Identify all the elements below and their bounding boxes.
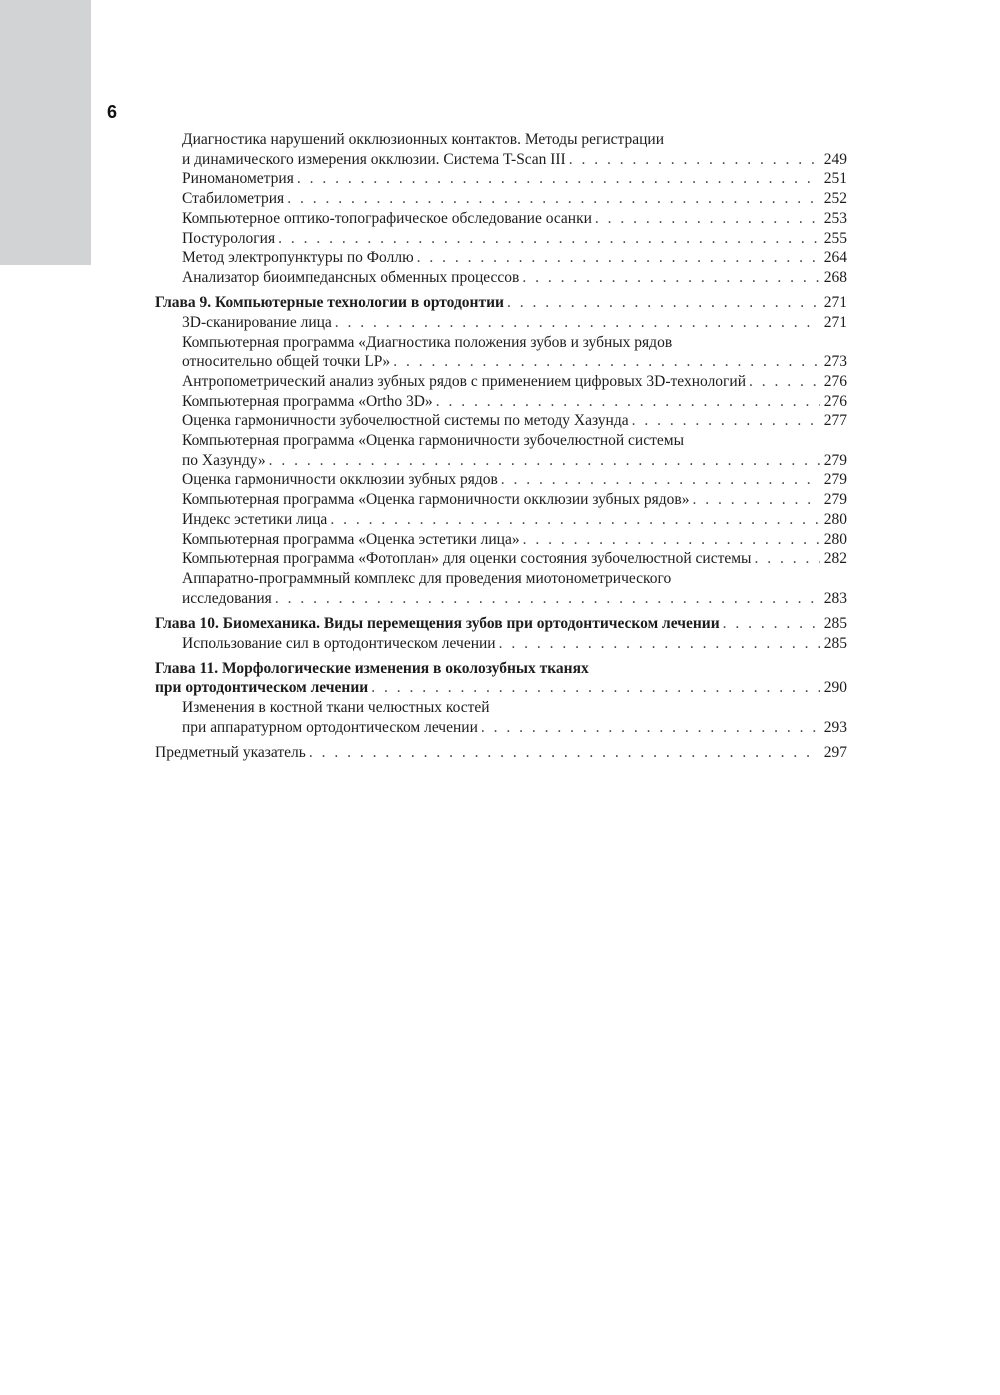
toc-entry-title: при аппаратурном ортодонтическом лечении — [182, 718, 478, 736]
toc-entry-line — [182, 431, 847, 451]
toc-page-number: 268 — [823, 268, 847, 286]
toc-entry-title: Риноманометрия — [182, 170, 294, 188]
toc-entry-line — [182, 169, 847, 189]
toc-entry-title: Диагностика нарушений окклюзионных контактов. Методы регистрации — [182, 131, 664, 148]
toc-entry — [155, 549, 847, 569]
toc-page-number: 271 — [823, 294, 847, 312]
toc-entry-line — [155, 614, 847, 634]
leader-dots — [522, 268, 819, 288]
toc-entry-line — [182, 333, 847, 353]
leader-dots — [287, 189, 820, 209]
toc-entry-title: Предметный указатель — [155, 744, 306, 762]
toc-entry — [155, 130, 847, 169]
leader-dots — [393, 352, 820, 372]
toc-page-number: 271 — [823, 313, 847, 331]
leader-dots — [275, 589, 820, 609]
toc-entry-title: исследования — [182, 589, 272, 607]
toc-entry-line — [182, 372, 847, 392]
leader-dots — [499, 634, 820, 654]
toc-entry — [155, 698, 847, 737]
toc-entry — [155, 372, 847, 392]
toc-entry-title: Аппаратно-программный комплекс для проведения миотонометрического — [182, 569, 672, 587]
toc-entry-title: Компьютерное оптико-топографическое обследование осанки — [182, 209, 592, 227]
toc-entry-title: Использование сил в ортодонтическом лечении — [182, 634, 496, 652]
toc-entry — [155, 313, 847, 333]
toc-page-number: 264 — [823, 249, 847, 267]
toc-chapter-entry — [155, 293, 847, 313]
leader-dots — [371, 678, 820, 698]
toc-chapter-title: Глава 11. Морфологические изменения в околозубных тканях — [155, 659, 589, 677]
toc-page-number: 249 — [823, 150, 847, 168]
toc-entry-line — [182, 189, 847, 209]
toc-entry-title: Компьютерная программа «Оценка гармоничности окклюзии зубных рядов» — [182, 491, 690, 509]
page-edge-tab — [0, 0, 91, 265]
toc-chapter-title: при ортодонтическом лечении — [155, 679, 369, 697]
toc-page-number: 285 — [823, 614, 847, 632]
toc-chapter-title: Глава 9. Компьютерные технологии в ортодонтии — [155, 294, 504, 312]
toc-entry-line — [182, 589, 847, 609]
leader-dots — [754, 549, 819, 569]
toc-entry — [155, 470, 847, 490]
toc-entry-title: Компьютерная программа «Ortho 3D» — [182, 392, 433, 410]
toc-entry-line — [182, 229, 847, 249]
toc-entry-title: Антропометрический анализ зубных рядов с применением цифровых 3D-технологий — [182, 372, 747, 390]
toc-entry — [155, 530, 847, 550]
toc-index-entry — [155, 743, 847, 763]
toc-entry-line — [155, 659, 847, 679]
toc-page-number: 251 — [823, 170, 847, 188]
toc-page-number: 255 — [823, 229, 847, 247]
leader-dots — [723, 614, 820, 634]
toc-entry-line — [155, 743, 847, 763]
leader-dots — [749, 372, 820, 392]
toc-entry-line — [182, 352, 847, 372]
toc-page-number: 293 — [823, 718, 847, 736]
toc-page-number: 273 — [823, 353, 847, 371]
toc-entry-line — [182, 718, 847, 738]
leader-dots — [523, 530, 820, 550]
toc-entry-line — [182, 313, 847, 333]
toc-entry-line — [182, 130, 847, 150]
toc-entry — [155, 634, 847, 654]
toc-entry-line — [155, 678, 847, 698]
leader-dots — [436, 392, 820, 412]
toc-chapter-entry — [155, 614, 847, 634]
toc-page-number: 282 — [823, 550, 847, 568]
toc-entry — [155, 569, 847, 608]
toc-page-number: 252 — [823, 190, 847, 208]
toc-entry-title: Оценка гармоничности окклюзии зубных рядов — [182, 471, 498, 489]
toc-entry-line — [182, 248, 847, 268]
toc-entry-title: Компьютерная программа «Фотоплан» для оценки состояния зубочелюстной системы — [182, 550, 752, 568]
toc-entry-title: Стабилометрия — [182, 190, 285, 208]
toc-entry-title: Оценка гармоничности зубочелюстной системы по методу Хазунда — [182, 412, 629, 430]
toc-entry-title: 3D-сканирование лица — [182, 313, 332, 331]
toc-chapter-entry — [155, 659, 847, 698]
toc-entry — [155, 248, 847, 268]
toc-entry — [155, 229, 847, 249]
toc-entry-title: Постурология — [182, 229, 276, 247]
toc-chapter-title: Глава 10. Биомеханика. Виды перемещения зубов при ортодонтическом лечении — [155, 614, 720, 632]
toc-page-number: 253 — [823, 209, 847, 227]
leader-dots — [569, 150, 820, 170]
toc-entry-title: и динамического измерения окклюзии. Система T-Scan III — [182, 150, 566, 168]
leader-dots — [278, 229, 820, 249]
toc-entry — [155, 411, 847, 431]
table-of-contents — [155, 130, 847, 763]
toc-page-number: 279 — [823, 471, 847, 489]
leader-dots — [309, 743, 820, 763]
leader-dots — [692, 490, 819, 510]
toc-entry-title: Индекс эстетики лица — [182, 510, 328, 528]
toc-entry-line — [182, 411, 847, 431]
toc-entry-line — [182, 150, 847, 170]
toc-entry-title: относительно общей точки LP» — [182, 353, 391, 371]
toc-page-number: 283 — [823, 589, 847, 607]
toc-page-number: 277 — [823, 412, 847, 430]
leader-dots — [297, 169, 820, 189]
toc-entry-title: Компьютерная программа «Диагностика положения зубов и зубных рядов — [182, 333, 673, 351]
page-number: 6 — [107, 102, 118, 122]
toc-page-number: 276 — [823, 372, 847, 390]
toc-entry — [155, 268, 847, 288]
toc-entry — [155, 209, 847, 229]
toc-page-number: 285 — [823, 634, 847, 652]
toc-page-number: 276 — [823, 392, 847, 410]
toc-entry — [155, 431, 847, 470]
toc-page-number: 290 — [823, 679, 847, 697]
leader-dots — [330, 510, 819, 530]
toc-entry-line — [182, 510, 847, 530]
leader-dots — [507, 293, 820, 313]
toc-entry-line — [182, 490, 847, 510]
toc-page-number: 297 — [823, 744, 847, 762]
toc-entry-title: Компьютерная программа «Оценка гармоничности зубочелюстной системы — [182, 432, 684, 450]
toc-entry — [155, 333, 847, 372]
leader-dots — [335, 313, 820, 333]
leader-dots — [417, 248, 820, 268]
toc-page-number: 280 — [823, 530, 847, 548]
toc-entry-line — [155, 293, 847, 313]
leader-dots — [595, 209, 820, 229]
toc-entry-line — [182, 634, 847, 654]
toc-entry-line — [182, 392, 847, 412]
leader-dots — [501, 470, 820, 490]
toc-entry-line — [182, 549, 847, 569]
toc-entry-line — [182, 698, 847, 718]
toc-entry — [155, 189, 847, 209]
leader-dots — [632, 411, 820, 431]
toc-entry-title: Метод электропунктуры по Фоллю — [182, 249, 414, 267]
toc-entry — [155, 490, 847, 510]
toc-entry-line — [182, 268, 847, 288]
toc-entry-line — [182, 569, 847, 589]
toc-entry — [155, 392, 847, 412]
toc-entry — [155, 510, 847, 530]
toc-entry-title: Анализатор биоимпедансных обменных процессов — [182, 268, 520, 286]
toc-entry-title: Изменения в костной ткани челюстных костей — [182, 699, 490, 717]
toc-page-number: 279 — [823, 451, 847, 469]
toc-page-number: 280 — [823, 510, 847, 528]
leader-dots — [481, 718, 820, 738]
toc-entry-line — [182, 451, 847, 471]
toc-entry — [155, 169, 847, 189]
toc-entry-title: по Хазунду» — [182, 451, 266, 469]
toc-entry-line — [182, 530, 847, 550]
leader-dots — [269, 451, 820, 471]
toc-page-number: 279 — [823, 491, 847, 509]
toc-entry-title: Компьютерная программа «Оценка эстетики лица» — [182, 530, 520, 548]
toc-entry-line — [182, 209, 847, 229]
toc-entry-line — [182, 470, 847, 490]
